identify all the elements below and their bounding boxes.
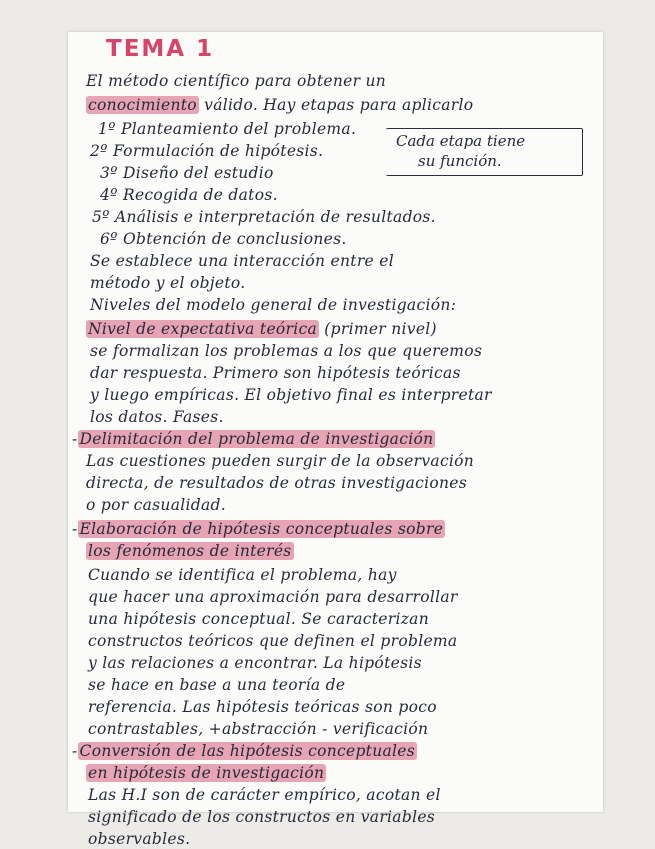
- note-text: observables.: [88, 830, 191, 848]
- note-line: [88, 808, 435, 827]
- note-line: [86, 452, 474, 471]
- note-line: [90, 386, 492, 405]
- note-line: [88, 786, 441, 805]
- note-text: 5º Análisis e interpretación de resultados.: [92, 208, 436, 226]
- note-line: [90, 142, 323, 161]
- note-line: [88, 698, 437, 717]
- note-line: [72, 742, 417, 761]
- note-text: (primer nivel): [319, 320, 437, 338]
- note-line: [90, 408, 224, 427]
- note-text: que hacer una aproximación para desarrollar: [88, 588, 458, 606]
- note-line: [72, 430, 435, 449]
- note-text: constructos teóricos que definen el problema: [88, 632, 458, 650]
- notebook-page: [68, 32, 603, 848]
- note-text: significado de los constructos en variables: [88, 808, 436, 826]
- note-text: Cuando se identifica el problema, hay: [88, 566, 397, 584]
- note-line: [72, 520, 445, 539]
- note-text: 6º Obtención de conclusiones.: [100, 230, 347, 248]
- note-text: -: [72, 520, 78, 538]
- note-line: [86, 474, 467, 493]
- note-text: dar respuesta. Primero son hipótesis teóricas: [90, 364, 461, 382]
- note-line: [88, 676, 345, 695]
- note-text: 2º Formulación de hipótesis.: [90, 142, 324, 160]
- highlighted-text: en hipótesis de investigación: [88, 764, 325, 782]
- note-text: y luego empíricas. El objetivo final es interpretar: [90, 386, 492, 404]
- highlighted-text: Elaboración de hipótesis conceptuales sobre: [79, 520, 444, 538]
- note-line: [86, 320, 437, 339]
- note-text: 1º Planteamiento del problema.: [98, 120, 357, 138]
- note-box-line-1: Cada etapa tiene: [396, 132, 526, 150]
- note-text: El método científico para obtener un: [86, 72, 387, 90]
- note-line: [88, 830, 190, 849]
- note-text: se formalizan los problemas a los que queremos: [90, 342, 483, 360]
- note-text: 4º Recogida de datos.: [100, 186, 278, 204]
- note-line: [90, 342, 482, 361]
- note-line: [88, 588, 458, 607]
- note-line: [86, 72, 386, 91]
- note-text: contrastables, +abstracción - verificación: [88, 720, 429, 738]
- note-text: -: [72, 742, 78, 760]
- note-text: método y el objeto.: [90, 274, 246, 292]
- highlighted-text: Conversión de las hipótesis conceptuales: [79, 742, 416, 760]
- highlighted-text: los fenómenos de interés: [88, 542, 292, 560]
- note-line: [90, 274, 246, 293]
- highlighted-text: Delimitación del problema de investigación: [79, 430, 434, 448]
- highlighted-text: Nivel de expectativa teórica: [88, 320, 318, 338]
- note-line: [90, 296, 456, 315]
- note-line: [88, 610, 429, 629]
- note-text: una hipótesis conceptual. Se caracterizan: [88, 610, 429, 628]
- page-title: TEMA 1: [106, 36, 215, 62]
- note-line: [88, 632, 457, 651]
- note-text: válido. Hay etapas para aplicarlo: [198, 96, 474, 114]
- note-text: referencia. Las hipótesis teóricas son poco: [88, 698, 437, 716]
- note-line: [86, 496, 226, 515]
- note-line: [100, 230, 347, 249]
- note-line: [98, 120, 356, 139]
- note-text: y las relaciones a encontrar. La hipótesis: [88, 654, 422, 672]
- note-box-line-2: su función.: [418, 152, 502, 170]
- note-line: [90, 252, 394, 271]
- note-line: [88, 654, 422, 673]
- note-line: [88, 566, 397, 585]
- note-line: [90, 364, 461, 383]
- note-line: [86, 764, 326, 783]
- note-text: se hace en base a una teoría de: [88, 676, 346, 694]
- note-text: directa, de resultados de otras investigaciones: [86, 474, 468, 492]
- note-text: -: [72, 430, 78, 448]
- note-line: [100, 164, 274, 183]
- highlighted-text: conocimiento: [88, 96, 197, 114]
- note-line: [92, 208, 436, 227]
- note-line: [86, 96, 473, 115]
- note-text: Niveles del modelo general de investigación:: [90, 296, 457, 314]
- note-text: Las cuestiones pueden surgir de la observación: [86, 452, 475, 470]
- note-text: Se establece una interacción entre el: [90, 252, 394, 270]
- note-line: [88, 720, 428, 739]
- note-text: 3º Diseño del estudio: [100, 164, 274, 182]
- note-line: [100, 186, 278, 205]
- note-text: o por casualidad.: [86, 496, 226, 514]
- note-line: [86, 542, 294, 561]
- note-text: Las H.I son de carácter empírico, acotan el: [88, 786, 441, 804]
- note-text: los datos. Fases.: [90, 408, 224, 426]
